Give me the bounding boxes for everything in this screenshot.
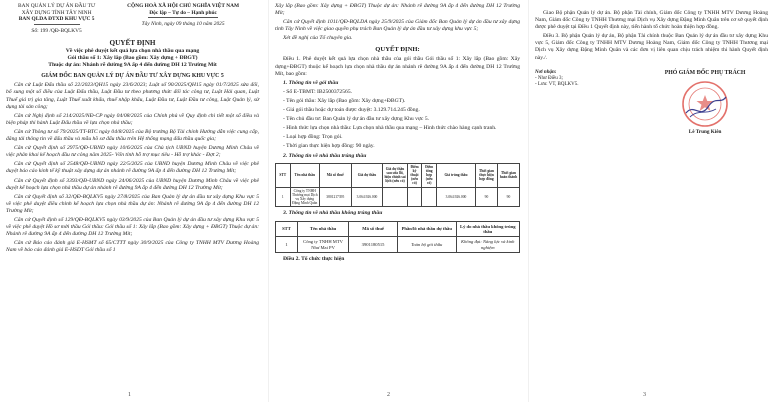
table-header-cell: Giá dự thầu sau sửa lỗi, hiệu chỉnh sai lệch (nếu có) <box>383 163 407 187</box>
table-cell <box>407 187 422 207</box>
table-cell: 1 <box>276 187 291 207</box>
table-cell <box>383 187 407 207</box>
recipient-item: - Như Điều 3; <box>535 76 563 82</box>
table-header-cell: Phần/lô nhà thầu dự thầu <box>397 221 456 237</box>
table-header-cell: Điểm tổng hợp (nếu có) <box>422 163 437 187</box>
agency-line2: XÂY DỰNG TỈNH TÂY NINH <box>21 9 92 16</box>
table-cell: 3901180515 <box>349 237 398 253</box>
table-header-cell: Thời gian hoàn thành <box>497 163 519 187</box>
subject-line1: Về việc phê duyệt kết quả lựa chọn nhà thầu qua mạng <box>65 48 200 55</box>
package-info-line: - Số E-TBMT: IB2500372565. <box>283 88 353 95</box>
legal-basis-paragraph: Căn cứ Quyết định số 3393/QĐ-UBND ngày 24/06/2025 của UBND huyện Dương Minh Châu về việc phê duyệt kế hoạch lựa chọn nhà thầu dự án nhánh rẽ đường 9A ấp 4 đến đường DH 12 Trường Mít; <box>6 177 259 191</box>
republic-block <box>107 3 259 34</box>
seal-graphic <box>680 79 730 129</box>
agency-line3: BAN QLDA ĐTXD KHU VỰC 5 <box>18 16 95 23</box>
table-row <box>276 237 520 253</box>
page-2 <box>268 0 523 402</box>
table-cell: 90 <box>476 187 498 207</box>
table-cell: Toàn bộ gói thầu <box>397 237 456 253</box>
signer-title: PHÓ GIÁM ĐỐC PHỤ TRÁCH <box>664 69 746 76</box>
table-cell: Không đạt: Năng lực và kinh nghiệm <box>456 237 519 253</box>
table-header-cell: Điểm kỹ thuật (nếu có) <box>407 163 422 187</box>
legal-basis-paragraph: Xét đề nghị của Tổ chuyên gia. <box>283 35 353 42</box>
package-info-line: - Loại hợp đồng: Trọn gói. <box>283 134 343 141</box>
page-number: 1 <box>128 392 131 398</box>
page-1 <box>0 0 262 402</box>
section-3-heading: 3. Thông tin về nhà thầu không trúng thầu <box>283 210 383 217</box>
decision-heading: QUYẾT ĐỊNH: <box>375 46 420 54</box>
recipients-block <box>535 70 642 135</box>
document-title: QUYẾT ĐỊNH <box>109 39 156 48</box>
subject-line3: Thuộc dự án: Nhánh rẽ đường 9A ấp 4 đến đường DH 12 Trường Mít <box>48 62 217 69</box>
recipient-item: - Lưu: VT, BQLKV5. <box>535 82 579 88</box>
section-1-heading: 1. Thông tin về gói thầu <box>283 79 339 86</box>
article-3: Điều 3. Bộ phận Quản lý dự án, Bộ phận Tài chính thuộc Ban Quản lý dự án đầu tư xây dựng Khu vực 5, Giám đốc Công ty TNHH MTV Dương Hoàng Nam, Giám đốc Công ty TNHH Thương mại Dịch vụ Xây dựng Đặng Minh Quân và các đơn vị liên quan chịu trách nhiệm thi hành Quyết định này./. <box>535 33 768 61</box>
agency-line1: BAN QUẢN LÝ DỰ ÁN ĐẦU TƯ <box>18 3 96 9</box>
table-cell: Công ty TNHH Thương mại Dịch vụ Xây dựng Đặng Minh Quân <box>291 188 318 206</box>
table-header-cell: Thời gian thực hiện hợp đồng <box>476 163 498 187</box>
issuer-title: GIÁM ĐỐC BAN QUẢN LÝ DỰ ÁN ĐẦU TƯ XÂY DỰNG KHU VỰC 5 <box>41 73 224 80</box>
carryover-text: Xây lắp (Bao gồm: Xây dựng + ĐBGT) Thuộc dự án: Nhánh rẽ đường 9A ấp 4 đến đường DH 12 Trường Mít; <box>275 3 520 17</box>
motto: Độc lập – Tự do – Hạnh phúc <box>149 9 217 16</box>
signer-block <box>642 70 768 135</box>
article-2: Điều 2. Tổ chức thực hiện <box>283 256 345 263</box>
table-header-cell: STT <box>276 221 298 237</box>
article-1: Điều 1. Phê duyệt kết quả lựa chọn nhà thầu của gói thầu Gói thầu số 1: Xây lắp (Bao gồm: Xây dựng+ĐBGT) thuộc kế hoạch lựa chọn nhà thầu dự án nhánh rẽ đường 9A ấp 4 đến đường DH 12 Trường Mít, bao gồm: <box>275 56 520 77</box>
legal-basis-paragraph: Căn cứ Quyết định số 2975/QĐ-UBND ngày 10/6/2025 của Chủ tịch UBND huyện Dương Minh Châu về việc phân khai kế hoạch đầu tư công năm 2025- Vốn tỉnh hỗ trợ mục tiêu - Hỗ trợ khác - Đợt 2; <box>6 145 259 159</box>
page-number: 3 <box>643 392 646 398</box>
table-header-cell: Mã số thuế <box>349 221 398 237</box>
page-number: 2 <box>387 392 390 398</box>
agency-block <box>6 3 107 34</box>
table-header-cell: Mã số thuế <box>319 163 351 187</box>
table-cell: 3.064.926.000 <box>436 187 475 207</box>
signature-area <box>535 70 768 135</box>
legal-basis-paragraph: Căn cứ Nghị định số 214/2025/NĐ-CP ngày 04/08/2025 của Chính phủ về Quy định chi tiết một số điều và biện pháp thi hành Luật Đấu thầu về lựa chọn nhà thầu; <box>6 112 259 126</box>
package-info-line: - Giá gói thầu hoặc dự toán được duyệt: 3.129.714.245 đồng. <box>283 107 420 114</box>
subject-line2: Gói thầu số 1: Xây lắp (Bao gồm: Xây dựng + ĐBGT) <box>67 55 198 62</box>
table-header-cell: Giá trúng thầu <box>436 163 475 187</box>
legal-basis-paragraph: Căn cứ Luật Đấu thầu số 22/2023/QH15 ngày 23/6/2023; Luật số 90/2025/QH15 ngày 01/7/2025 sửa đổi, bổ sung một số điều của Luật Đấu thầu, Luật Đầu tư theo phương thức đối tác công tư, Luật Hải quan, Luật Thuế giá trị gia tăng, Luật Thuế xuất khẩu, thuế nhập khẩu, Luật Đầu tư, Luật Đầu tư công, Luật Quản lý, sử dụng tài sản công; <box>6 82 259 110</box>
legal-basis-paragraph: Căn cứ Quyết định 1011/QĐ-BQLDA ngày 25/9/2025 của Giám đốc Ban Quản lý dự án đầu tư xây dựng tỉnh Tây Ninh về việc giao quyền phụ trách Ban Quản lý dự án đầu tư xây dựng khu vực 5; <box>275 19 520 33</box>
package-info-line: - Tên chủ đầu tư: Ban Quản lý dự án đầu tư xây dựng Khu vực 5. <box>283 116 430 123</box>
table-header-row <box>276 221 520 237</box>
package-info-line: - Thời gian thực hiện hợp đồng: 90 ngày. <box>283 143 375 150</box>
package-info-line: - Hình thức lựa chọn nhà thầu: Lựa chọn nhà thầu qua mạng – Hình thức chào hàng cạnh tranh. <box>283 125 497 132</box>
table-cell <box>422 187 437 207</box>
recipients-title: Nơi nhận: <box>535 69 557 75</box>
table-cell: 3.064.926.000 <box>351 187 383 207</box>
section-2-heading: 2. Thông tin về nhà thầu trúng thầu <box>283 152 367 159</box>
table-header-cell: Tên nhà thầu <box>297 221 348 237</box>
motto-underline <box>148 17 218 18</box>
winning-bidder-table <box>275 163 520 208</box>
legal-basis-paragraph: Căn cứ Quyết định số 32/QĐ-BQLKV5 ngày 27/8/2025 của Ban Quản lý dự án đầu tư xây dựng Khu vực 5 về việc phê duyệt điều chỉnh kế hoạch lựa chọn nhà thầu dự án: Nhánh rẽ đường 9A ấp 4 đến đường DH 12 Trường Mít; <box>6 193 259 214</box>
legal-basis-paragraph: Căn cứ Thông tư số 79/2025/TT-BTC ngày 04/8/2025 của Bộ trưởng Bộ Tài chính Hướng dẫn việc cung cấp, đăng tải thông tin về đấu thầu và mẫu hồ sơ đấu thầu trên Hệ thống mạng đấu thầu quốc gia; <box>6 128 259 143</box>
table-header-row <box>276 163 520 187</box>
table-row <box>276 187 520 207</box>
losing-bidder-table <box>275 221 520 254</box>
agency-underline <box>34 24 80 25</box>
legal-basis-paragraph: Căn cứ Quyết định số 129/QĐ-BQLKV5 ngày 03/9/2025 của Ban Quản lý dự án đầu tư xây dựng Khu vực 5 về việc phê duyệt Hồ sơ mời thầu Gói thầu: Gói thầu số 1: Xây lắp (Bao gồm: Xây dựng + ĐBGT) Thuộc dự án: Nhánh rẽ đường 9A ấp 4 đến đường DH 12 Trường Mít; <box>6 216 259 238</box>
table-cell: 90 <box>497 187 519 207</box>
signer-name: Lê Trung Kiên <box>688 128 722 135</box>
page-3 <box>528 0 774 402</box>
table-header-cell: Lý do nhà thầu không trúng thầu <box>456 221 519 237</box>
place-date: Tây Ninh, ngày 09 tháng 10 năm 2025 <box>141 21 225 28</box>
official-seal <box>680 79 730 129</box>
table-cell: 1 <box>276 237 298 253</box>
table-cell: 3801217395 <box>319 187 351 207</box>
page1-header <box>6 3 259 34</box>
legal-basis-paragraph: Căn cứ Báo cáo đánh giá E-HSMT số 65/CTTT ngày 30/9/2025 của Công ty TNHH MTV Dương Hoàng Nam về báo cáo đánh giá E-HSDT Gói thầu số 1 <box>6 240 259 254</box>
table-header-cell: Tên nhà thầu <box>290 163 319 187</box>
table-header-cell: STT <box>276 163 291 187</box>
table-header-cell: Giá dự thầu <box>351 163 383 187</box>
legal-basis <box>6 82 259 254</box>
implementation-paragraph: Giao Bộ phận Quản lý dự án. Bộ phận Tài chính, Giám đốc Công ty TNHH MTV Dương Hoàng Nam, Giám đốc Công ty TNHH Thương mại Dịch vụ Xây dựng Đặng Minh Quân trên cơ sở quyết định được phê duyệt tại Điều 1 Quyết định này, tiến hành tổ chức hoàn thiện hợp đồng. <box>535 10 768 31</box>
table-cell: Công ty TNHH MTV Như Mai PV <box>297 237 348 253</box>
doc-number: Số: 199 /QĐ-BQLKV5 <box>31 27 82 34</box>
republic-title: CỘNG HOÀ XÃ HỘI CHỦ NGHĨA VIỆT NAM <box>127 3 240 9</box>
legal-basis-paragraph: Căn cứ Quyết định số 2548/QĐ-UBND ngày 22/5/2025 của UBND huyện Dương Minh Châu về việc phê duyệt báo cáo kinh tế kỹ thuật xây dựng dự án nhánh rẽ đường 9A ấp 4 đến đường DH 12 Trường Mít; <box>6 161 259 175</box>
package-info-line: - Tên gói thầu: Xây lắp (Bao gồm: Xây dựng+ĐBGT). <box>283 97 406 104</box>
